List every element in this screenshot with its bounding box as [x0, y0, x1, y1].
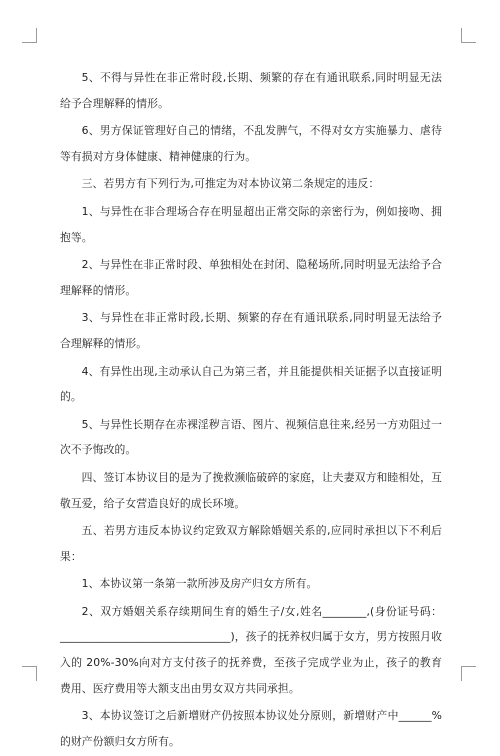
clause-paragraph: 1、与异性在非合理场合存在明显超出正常交际的亲密行为，例如接吻、拥抱等。: [60, 204, 442, 244]
clause-paragraph: 6、男方保证管理好自己的情绪，不乱发脾气，不得对女方实施暴力、虐待等有损对方身体健康、精神健康的行为。: [60, 124, 442, 163]
clause-paragraph: 3、与异性在非正常时段,长期、频繁的存在有通讯联系,同时明显无法给予合理解释的情形。: [60, 311, 442, 350]
clause-paragraph: 4、有异性出现,主动承认自己为第三者，并且能提供相关证据予以直接证明的。: [60, 364, 442, 404]
section-heading-paragraph: 三、若男方有下列行为,可推定为对本协议第二条规定的违反：: [81, 177, 380, 191]
section-heading-paragraph: 五、若男方违反本协议约定致双方解除婚姻关系的,应同时承担以下不利后果：: [60, 524, 442, 563]
clause-paragraph: 1、本协议第一条第一款所涉及房产归女方所有。: [81, 577, 318, 591]
clause-paragraph: 5、不得与异性在非正常时段,长期、频繁的存在有通讯联系,同时明显无法给予合理解释的情形。: [60, 71, 442, 110]
clause-paragraph: 3、本协议签订之后新增财产仍按照本协议处分原则，新增财产中______%的财产份额归女方所有。: [60, 709, 442, 748]
margin-mark-bottom-left: [22, 666, 37, 681]
clause-paragraph: 5、与异性长期存在赤裸淫秽言语、图片、视频信息往来,经另一方劝阻过一次不予悔改的。: [60, 417, 442, 457]
clause-paragraph: 2、与异性在非正常时段、单独相处在封闭、隐秘场所,同时明显无法给予合理解释的情形。: [60, 258, 442, 297]
clause-paragraph: 2、双方婚姻关系存续期间生育的婚生子/女,姓名________,(身份证号码：_______________________________)，孩子的抚养权归属于女方，男方按照月收入的 20%-30%向对方支付孩子的抚养费，至孩子完成学业为止，孩子的教育费用、医疗费用等大额支出由男女双方共同承担。: [60, 604, 442, 695]
margin-mark-top-right: [461, 28, 476, 43]
section-heading-paragraph: 四、签订本协议目的是为了挽救濒临破碎的家庭，让夫妻双方和睦相处，互敬互爱，给子女营造良好的成长环境。: [60, 470, 442, 510]
margin-mark-bottom-right: [461, 666, 476, 681]
margin-mark-top-left: [22, 28, 37, 43]
document-body: [60, 65, 442, 756]
